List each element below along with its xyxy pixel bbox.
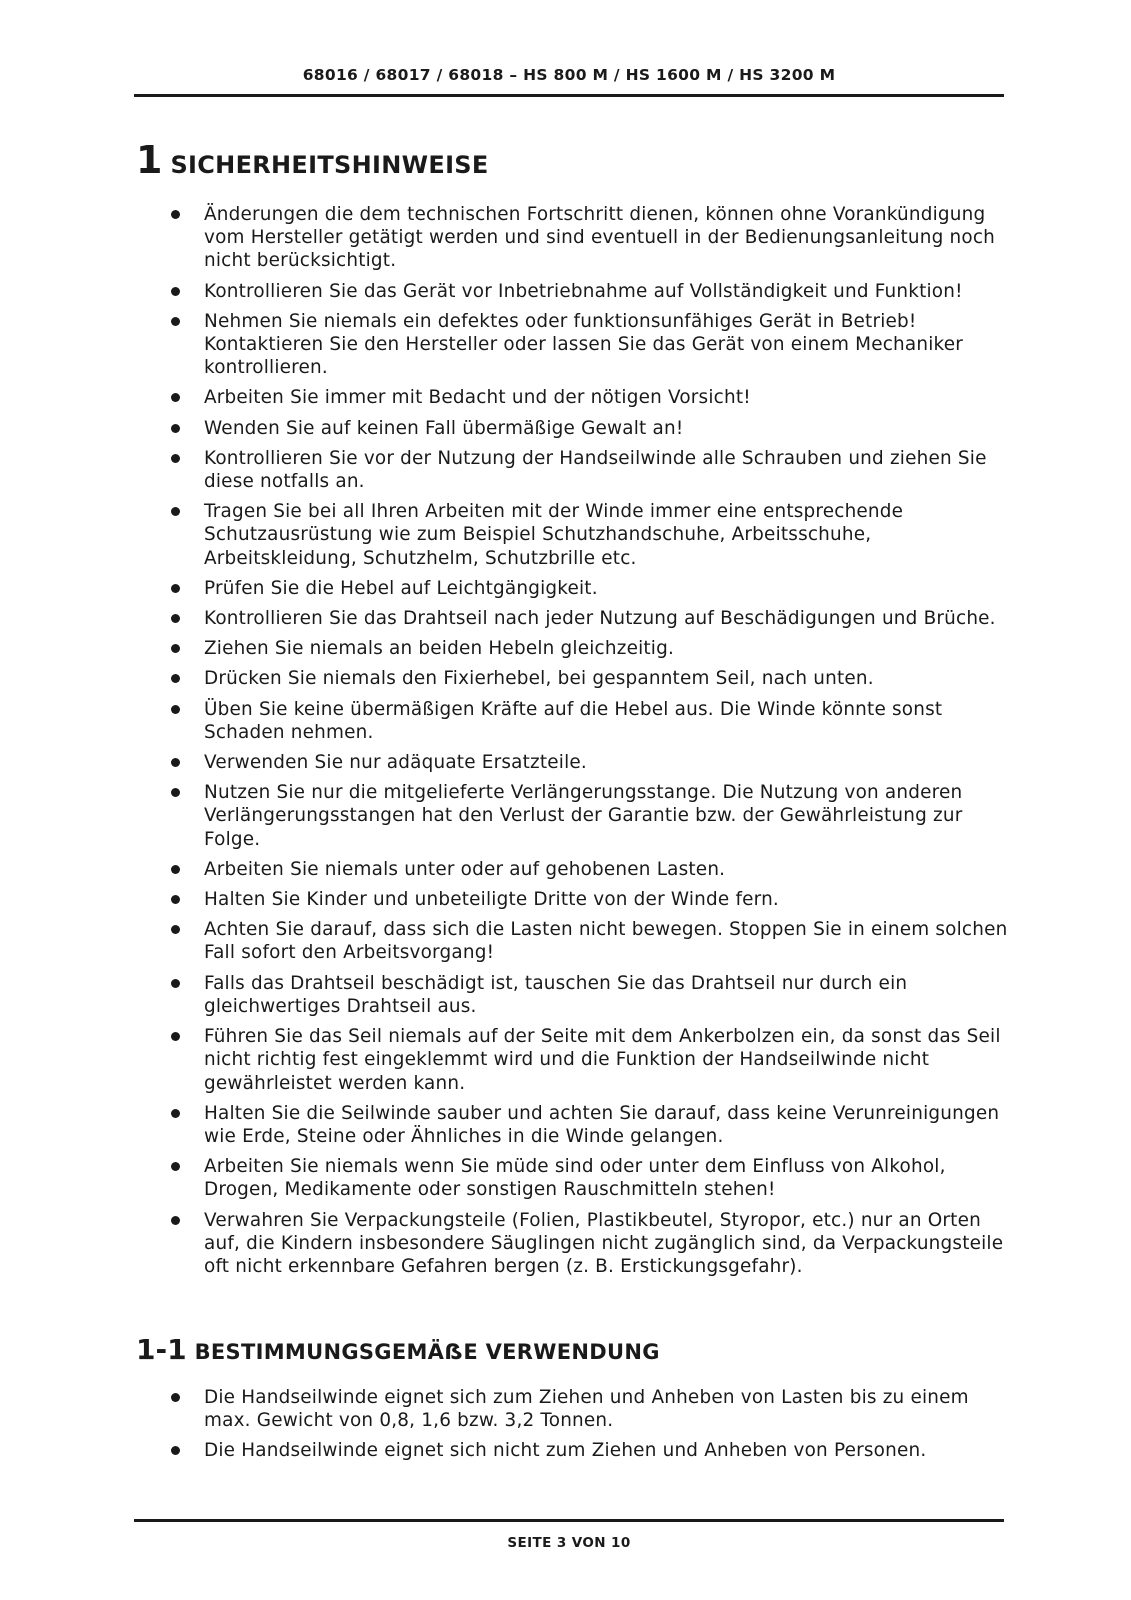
list-item: Führen Sie das Seil niemals auf der Seite mit dem Ankerbolzen ein, da sonst das Seil nicht richtig fest eingeklemmt wird und die Funktion der Handseilwinde nicht gewährleistet werden kann. <box>170 1025 1010 1095</box>
document-header-title: 68016 / 68017 / 68018 – HS 800 M / HS 1600 M / HS 3200 M <box>302 66 836 84</box>
list-item: Nehmen Sie niemals ein defektes oder funktionsunfähiges Gerät in Betrieb! Kontaktieren Sie den Hersteller oder lassen Sie das Gerät von einem Mechaniker kontrollieren. <box>170 310 1010 380</box>
list-item: Änderungen die dem technischen Fortschritt dienen, können ohne Vorankündigung vom Hersteller getätigt werden und sind eventuell in der Bedienungsanleitung noch nicht berücksichtigt. <box>170 203 1010 273</box>
list-item: Kontrollieren Sie das Gerät vor Inbetriebnahme auf Vollständigkeit und Funktion! <box>170 280 1010 303</box>
list-item: Halten Sie Kinder und unbeteiligte Dritte von der Winde fern. <box>170 888 1010 911</box>
section-number: 1-1 <box>136 1333 187 1366</box>
list-item: Arbeiten Sie niemals wenn Sie müde sind oder unter dem Einfluss von Alkohol, Drogen, Medikamente oder sonstigen Rauschmitteln stehen! <box>170 1155 1010 1201</box>
intended-use-list <box>170 1386 1010 1470</box>
list-item: Die Handseilwinde eignet sich nicht zum Ziehen und Anheben von Personen. <box>170 1439 1010 1462</box>
footer-divider <box>134 1519 1004 1522</box>
section-title: SICHERHEITSHINWEISE <box>170 151 489 179</box>
list-item: Kontrollieren Sie das Drahtseil nach jeder Nutzung auf Beschädigungen und Brüche. <box>170 607 1010 630</box>
list-item: Ziehen Sie niemals an beiden Hebeln gleichzeitig. <box>170 637 1010 660</box>
list-item: Die Handseilwinde eignet sich zum Ziehen und Anheben von Lasten bis zu einem max. Gewicht von 0,8, 1,6 bzw. 3,2 Tonnen. <box>170 1386 1010 1432</box>
list-item: Tragen Sie bei all Ihren Arbeiten mit der Winde immer eine entsprechende Schutzausrüstung wie zum Beispiel Schutzhandschuhe, Arbeitsschuhe, Arbeitskleidung, Schutzhelm, Schutzbrille etc. <box>170 500 1010 570</box>
list-item: Arbeiten Sie immer mit Bedacht und der nötigen Vorsicht! <box>170 386 1010 409</box>
list-item: Verwenden Sie nur adäquate Ersatzteile. <box>170 751 1010 774</box>
section-heading-safety <box>136 138 489 182</box>
list-item: Arbeiten Sie niemals unter oder auf gehobenen Lasten. <box>170 858 1010 881</box>
list-item: Achten Sie darauf, dass sich die Lasten nicht bewegen. Stoppen Sie in einem solchen Fall sofort den Arbeitsvorgang! <box>170 918 1010 964</box>
list-item: Verwahren Sie Verpackungsteile (Folien, Plastikbeutel, Styropor, etc.) nur an Orten auf, die Kindern insbesondere Säuglingen nicht zugänglich sind, da Verpackungsteile oft nicht erkennbare Gefahren bergen (z. B. Erstickungsgefahr). <box>170 1209 1010 1279</box>
section-title: BESTIMMUNGSGEMÄẞE VERWENDUNG <box>194 1340 660 1364</box>
header-divider <box>134 94 1004 97</box>
list-item: Prüfen Sie die Hebel auf Leichtgängigkeit. <box>170 577 1010 600</box>
list-item: Kontrollieren Sie vor der Nutzung der Handseilwinde alle Schrauben und ziehen Sie diese notfalls an. <box>170 447 1010 493</box>
list-item: Drücken Sie niemals den Fixierhebel, bei gespanntem Seil, nach unten. <box>170 667 1010 690</box>
section-heading-intended-use <box>136 1333 660 1366</box>
list-item: Halten Sie die Seilwinde sauber und achten Sie darauf, dass keine Verunreinigungen wie Erde, Steine oder Ähnliches in die Winde gelangen. <box>170 1102 1010 1148</box>
list-item: Nutzen Sie nur die mitgelieferte Verlängerungsstange. Die Nutzung von anderen Verlängerungsstangen hat den Verlust der Garantie bzw. der Gewährleistung zur Folge. <box>170 781 1010 851</box>
list-item: Falls das Drahtseil beschädigt ist, tauschen Sie das Drahtseil nur durch ein gleichwertiges Drahtseil aus. <box>170 972 1010 1018</box>
list-item: Wenden Sie auf keinen Fall übermäßige Gewalt an! <box>170 417 1010 440</box>
section-number: 1 <box>136 138 163 182</box>
safety-instructions-list <box>170 203 1010 1285</box>
list-item: Üben Sie keine übermäßigen Kräfte auf die Hebel aus. Die Winde könnte sonst Schaden nehmen. <box>170 698 1010 744</box>
page-number: SEITE 3 VON 10 <box>507 1535 631 1551</box>
